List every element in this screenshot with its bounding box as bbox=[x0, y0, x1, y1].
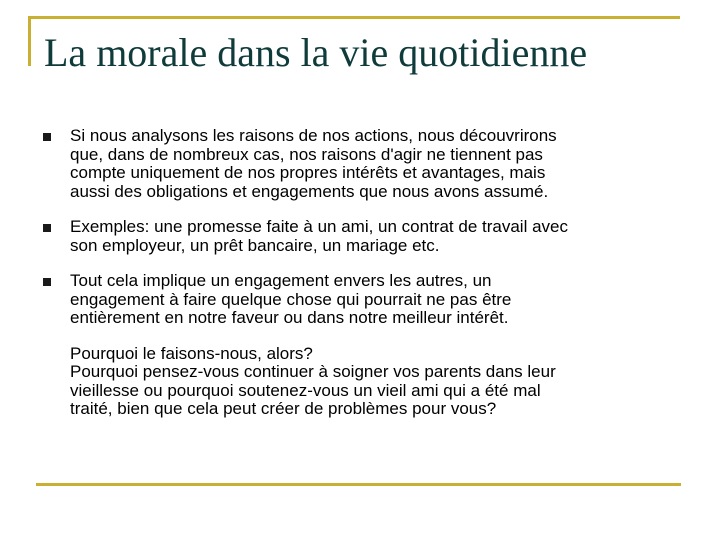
square-bullet-icon bbox=[43, 278, 51, 286]
bullet-3-line-3: entièrement en notre faveur ou dans notre meilleur intérêt. bbox=[70, 308, 509, 327]
bullet-item-2 bbox=[40, 218, 680, 255]
bullet-2-line-1: Exemples: une promesse faite à un ami, un contrat de travail avec bbox=[70, 217, 568, 236]
bullet-1-line-3: compte uniquement de nos propres intérêts et avantages, mais bbox=[70, 163, 546, 182]
bullet-1-line-1: Si nous analysons les raisons de nos actions, nous découvrirons bbox=[70, 126, 557, 145]
square-bullet-icon bbox=[43, 133, 51, 141]
bullet-3-line-2: engagement à faire quelque chose qui pourrait ne pas être bbox=[70, 289, 512, 309]
bullet-1-line-4: aussi des obligations et engagements que nous avons assumé. bbox=[70, 181, 549, 201]
closing-line-4: traité, bien que cela peut créer de problèmes pour vous? bbox=[70, 399, 497, 418]
bullet-2-line-2: son employeur, un prêt bancaire, un mariage etc. bbox=[70, 235, 440, 255]
slide-body bbox=[40, 127, 680, 419]
closing-line-1: Pourquoi le faisons-nous, alors? bbox=[70, 343, 313, 363]
bullet-item-3 bbox=[40, 272, 680, 328]
closing-line-3: vieillesse ou pourquoi soutenez-vous un vieil ami qui a été mal bbox=[70, 380, 541, 400]
frame-left-rule bbox=[28, 16, 31, 66]
slide-title: La morale dans la vie quotidienne bbox=[44, 30, 588, 75]
bullet-3-line-1: Tout cela implique un engagement envers les autres, un bbox=[70, 271, 492, 290]
frame-bottom-rule bbox=[36, 483, 681, 486]
closing-paragraph bbox=[40, 345, 680, 419]
bullet-1-line-2: que, dans de nombreux cas, nos raisons d'agir ne tiennent pas bbox=[70, 144, 543, 164]
bullet-item-1 bbox=[40, 127, 680, 201]
frame-top-rule bbox=[28, 16, 680, 19]
square-bullet-icon bbox=[43, 224, 51, 232]
closing-line-2: Pourquoi pensez-vous continuer à soigner vos parents dans leur bbox=[70, 362, 556, 381]
